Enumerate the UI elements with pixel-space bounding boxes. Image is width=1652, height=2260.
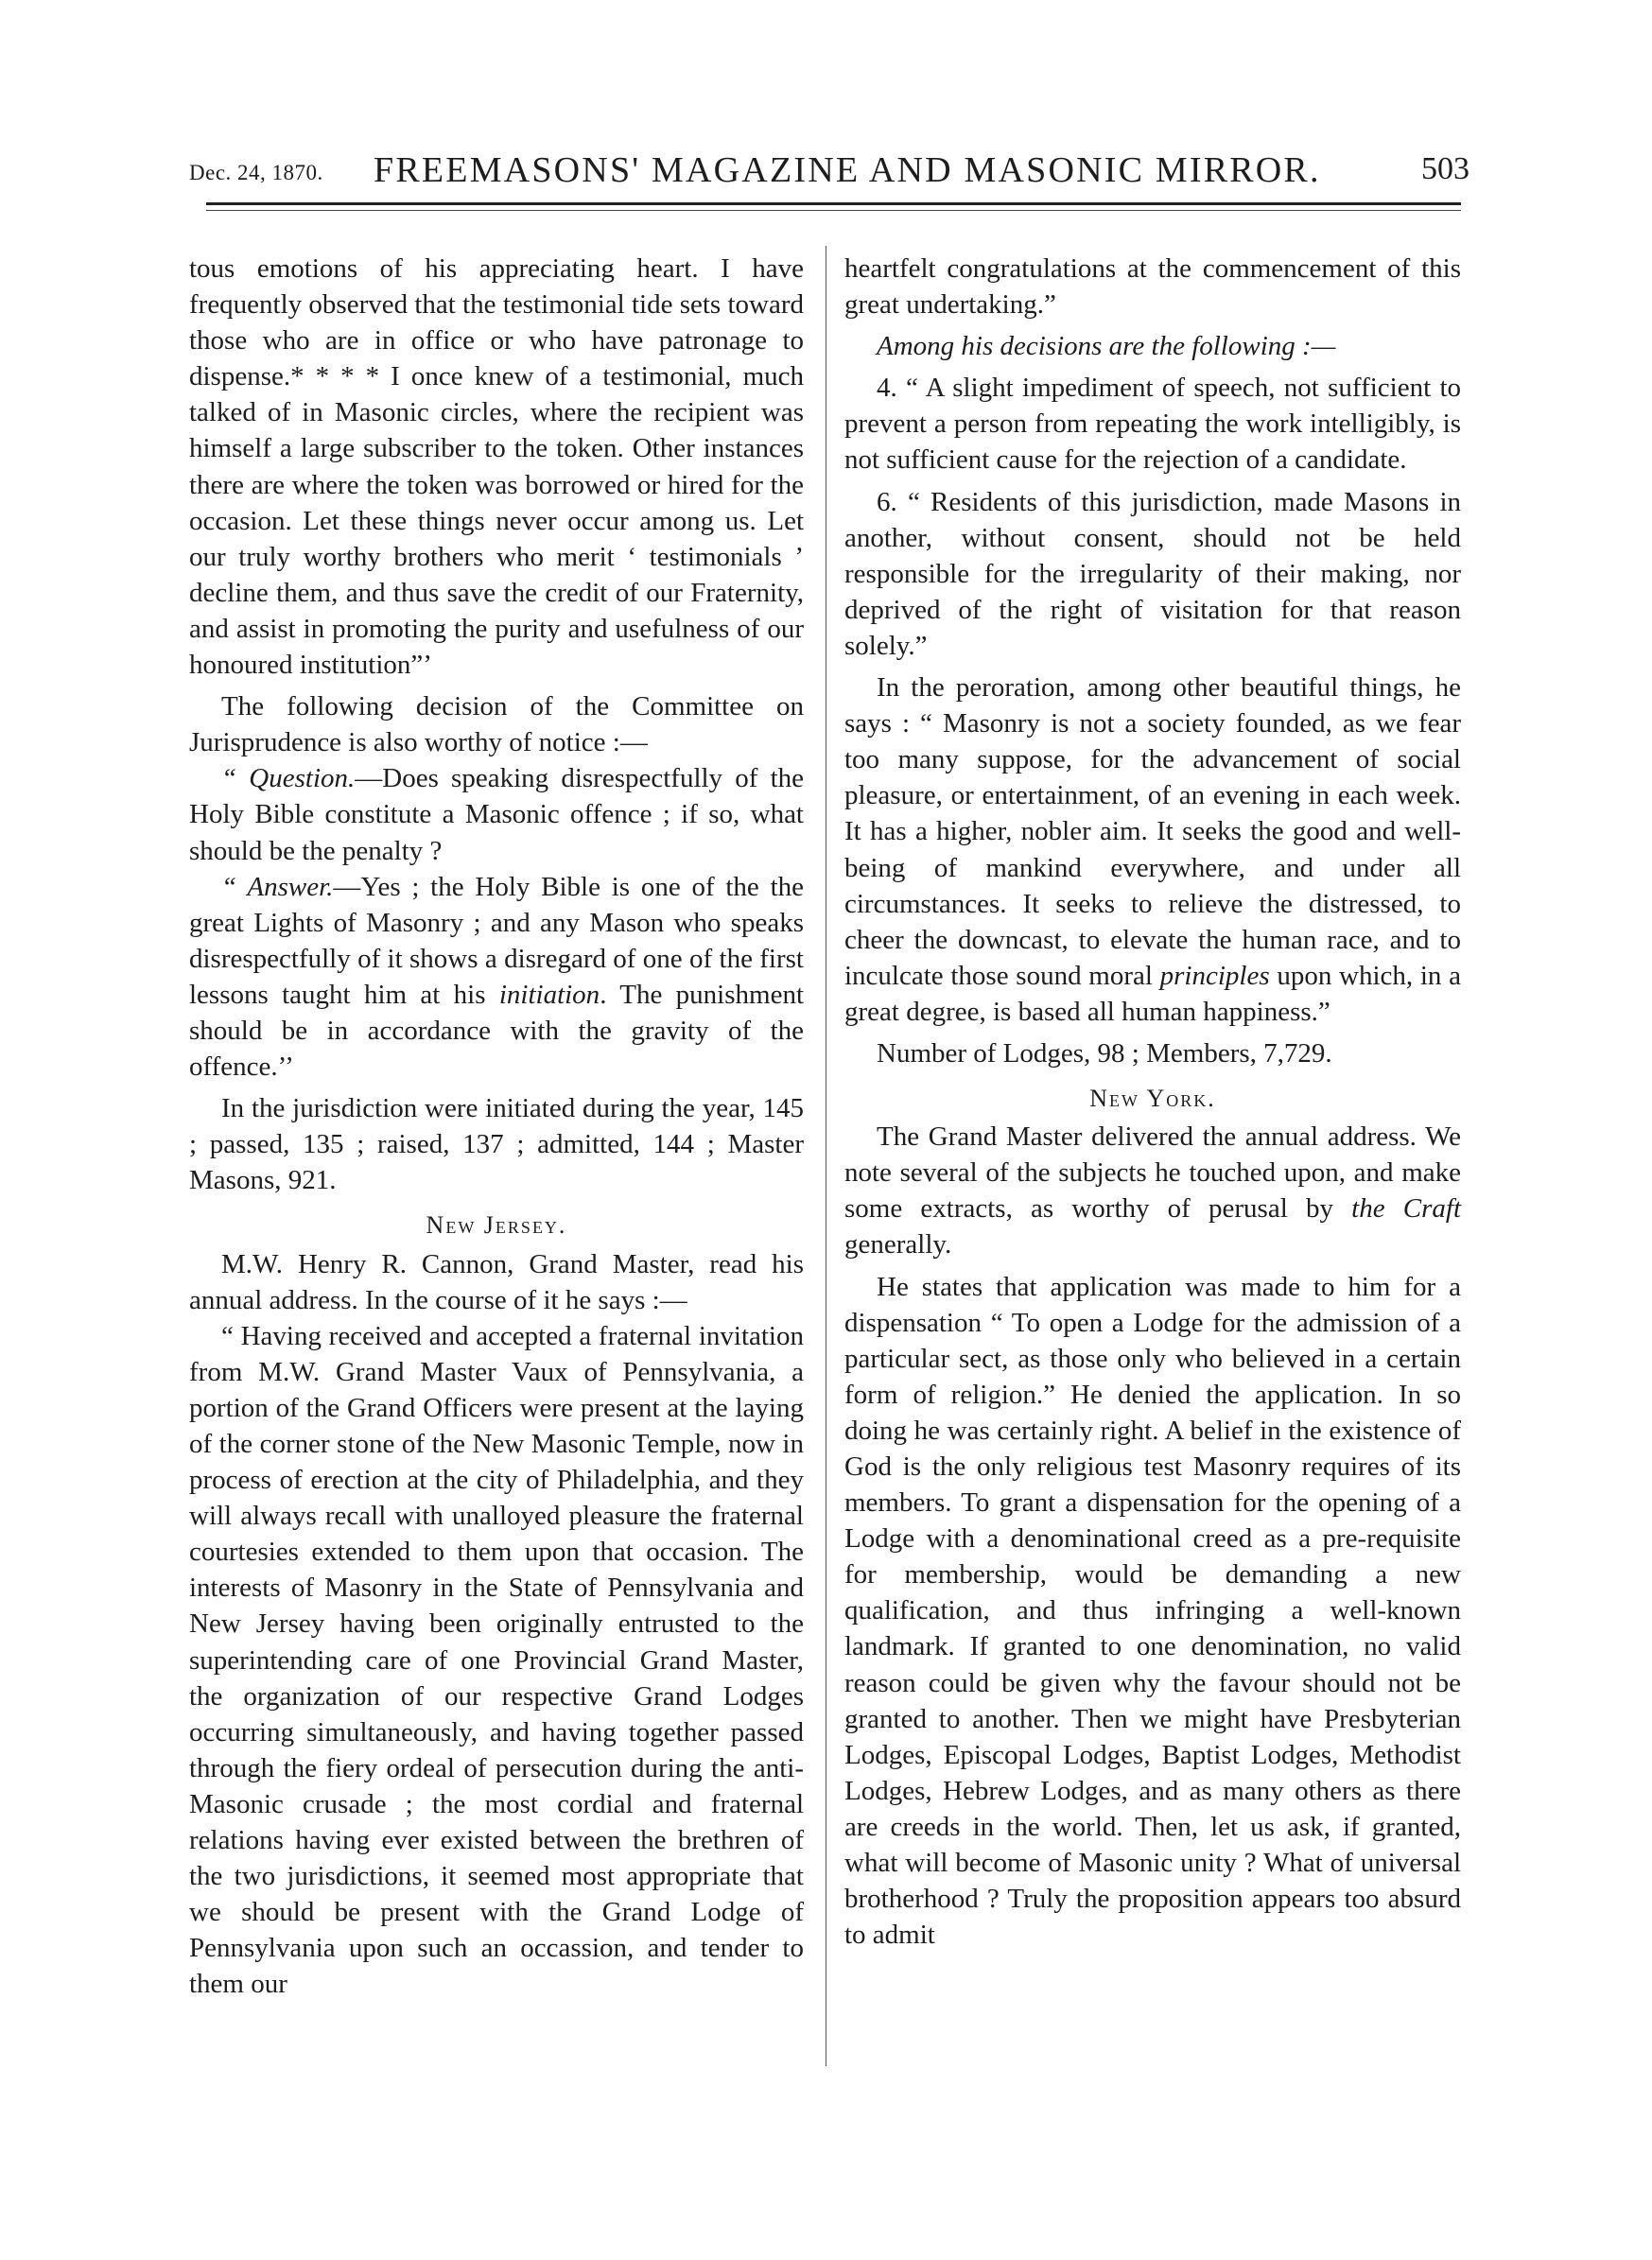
answer-italic: initiation	[498, 979, 600, 1010]
paragraph	[844, 1119, 1461, 1262]
issue-date: Dec. 24, 1870.	[189, 161, 323, 184]
paragraph-text: In the peroration, among other beautiful things, he says : “ Masonry is not a society founded, as we fear too many suppose, for the advancement of social pleasure, or entertainment, of an evening in each week. It has a higher, nobler aim. It seeks the good and well-being of mankind everywhere, and under all circumstances. It seeks to relieve the distressed, to cheer the downcast, to elevate the human race, and to inculcate those sound moral	[844, 672, 1461, 991]
paragraph-italic: principles	[1159, 960, 1270, 991]
answer-label: “ Answer.	[221, 871, 334, 902]
paragraph: In the jurisdiction were initiated during the year, 145 ; passed, 135 ; raised, 137 ; admitted, 144 ; Master Masons, 921.	[189, 1093, 804, 1196]
paragraph: M.W. Henry R. Cannon, Grand Master, read his annual address. In the course of it he says :—	[189, 1248, 804, 1315]
paragraph	[844, 484, 1461, 664]
paragraph: “ Having received and accepted a fraternal invitation from M.W. Grand Master Vaux of Pennsylvania, a portion of the Grand Officers were present at the laying of the corner stone of the New Masonic Temple, now in process of erection at the city of Philadelphia, and they will always recall with unalloyed pleasure the fraternal courtesies extended to them upon that occasion. The interests of Masonry in the State of Pennsylvania and New Jersey having been originally entrusted to the superintending care of one Provincial Grand Master, the organization of our respective Grand Lodges occurring simultaneously, and having together passed through the fiery ordeal of persecution during the anti-Masonic crusade ; the most cordial and fraternal relations having ever existed between the brethren of the two jurisdictions, it seemed most appropriate that we should be present with the Grand Lodge of Pennsylvania upon such an occassion, and tender to them our	[189, 1320, 804, 2000]
right-column	[844, 251, 1461, 1953]
paragraph: 4. “ A slight impediment of speech, not sufficient to prevent a person from repeating the work intelligibly, is not sufficient cause for the rejection of a candidate.	[844, 373, 1461, 476]
answer-text-end: . The punishment should be in accordance with the gravity of the offence.’’	[189, 979, 804, 1083]
paragraph-text-end: generally.	[844, 1229, 952, 1260]
paragraph-italic: the Craft	[1351, 1193, 1461, 1225]
paragraph-question	[189, 760, 804, 868]
paragraph-text-end: upon which, in a great degree, is based all human happiness.”	[844, 960, 1461, 1027]
question-text: —Does speaking disrespectfully of the Holy Bible constitute a Masonic offence ; if so, what should be the penalty ?	[189, 763, 804, 866]
header-rule-thin	[206, 210, 1461, 211]
paragraph-text: The Grand Master delivered the annual address. We note several of the subjects he touched upon, and make some extracts, as worthy of perusal by	[844, 1121, 1461, 1225]
publication-title: FREEMASONS' MAGAZINE AND MASONIC MIRROR.	[374, 150, 1321, 190]
paragraph: The following decision of the Committee on Jurisprudence is also worthy of notice :—	[189, 691, 804, 758]
paragraph: Number of Lodges, 98 ; Members, 7,729.	[877, 1037, 1332, 1069]
section-heading-new-york: New York.	[1089, 1085, 1216, 1113]
page-number: 503	[1421, 151, 1469, 186]
answer-text: —Yes ; the Holy Bible is one of the the great Lights of Masonry ; and any Mason who speaks disrespectfully of it shows a disregard of one of the first lessons taught him at his	[189, 871, 804, 1010]
question-label: “ Question.	[221, 763, 356, 794]
paragraph: Among his decisions are the following :—	[877, 331, 1336, 362]
header-rule-thick	[206, 202, 1461, 205]
left-column	[189, 251, 804, 2003]
paragraph	[844, 669, 1461, 1030]
paragraph: heartfelt congratulations at the commencement of this great undertaking.”	[844, 253, 1461, 321]
paragraph: He states that application was made to him for a dispensation “ To open a Lodge for the admission of a particular sect, as those only who believed in a certain form of religion.” He denied the application. In so doing he was certainly right. A belief in the existence of God is the only religious test Masonry requires of its members. To grant a dispensation for the opening of a Lodge with a denominational creed as a pre-requisite for membership, would be demanding a new qualification, and thus infringing a well-known landmark. If granted to one denomination, no valid reason could be given why the favour should not be granted to another. Then we might have Presbyterian Lodges, Episcopal Lodges, Baptist Lodges, Methodist Lodges, Hebrew Lodges, and as many others as there are creeds in the world. Then, let us ask, if granted, what will become of Masonic unity ? What of universal brotherhood ? Truly the proposition appears too absurd to admit	[844, 1271, 1461, 1951]
paragraph: tous emotions of his appreciating heart. I have frequently observed that the testimonial tide sets toward those who are in office or who have patronage to dispense.* * * * I once knew of a testimonial, much talked of in Masonic circles, where the recipient was himself a large subscriber to the token. Other instances there are where the token was borrowed or hired for the occasion. Let these things never occur among us. Let our truly worthy brothers who merit ‘ testimonials ’ decline them, and thus save the credit of our Fraternity, and assist in promoting the purity and usefulness of our honoured institution”’	[189, 253, 804, 681]
paragraph-answer	[189, 869, 804, 1086]
section-heading-new-jersey: New Jersey.	[426, 1211, 567, 1240]
running-header	[189, 142, 1475, 199]
paragraph-text: 6. “ Residents of this jurisdiction, made Masons in another, without consent, should not be held responsible for the irregularity of their making, nor deprived of the right of visitation for that reason solely.”	[844, 486, 1461, 661]
